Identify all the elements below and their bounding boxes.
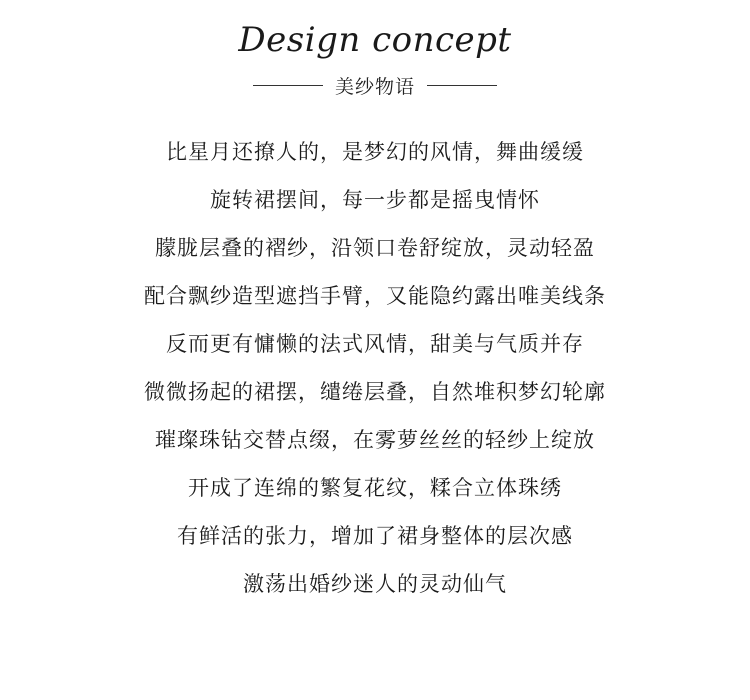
page-title: Design concept	[238, 20, 512, 60]
text-line: 朦胧层叠的褶纱，沿领口卷舒绽放，灵动轻盈	[155, 236, 595, 260]
left-divider-line	[253, 85, 323, 86]
text-line: 璀璨珠钻交替点缀，在雾萝丝丝的轻纱上绽放	[155, 428, 595, 452]
text-line: 比星月还撩人的，是梦幻的风情，舞曲缓缓	[166, 140, 584, 164]
text-line: 反而更有慵懒的法式风情，甜美与气质并存	[166, 332, 584, 356]
text-line: 旋转裙摆间，每一步都是摇曳情怀	[210, 188, 540, 212]
subtitle-row	[0, 70, 750, 100]
text-line: 配合飘纱造型遮挡手臂，又能隐约露出唯美线条	[144, 284, 606, 308]
text-line: 激荡出婚纱迷人的灵动仙气	[243, 572, 507, 596]
description-text	[0, 128, 750, 608]
subtitle: 美纱物语	[334, 75, 415, 98]
right-divider-line	[427, 85, 497, 86]
text-line: 有鲜活的张力，增加了裙身整体的层次感	[177, 524, 573, 548]
text-line: 开成了连绵的繁复花纹，糅合立体珠绣	[188, 476, 562, 500]
text-line: 微微扬起的裙摆，缱绻层叠，自然堆积梦幻轮廓	[144, 380, 606, 404]
